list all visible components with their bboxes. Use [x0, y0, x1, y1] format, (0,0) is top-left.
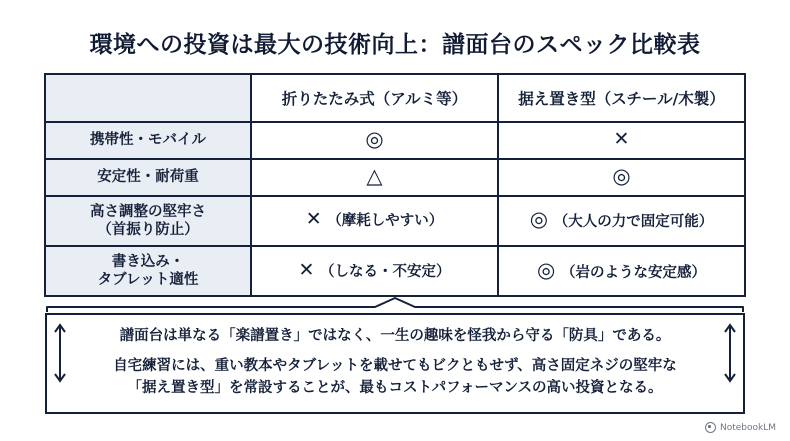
rating-note: （大人の力で固定可能）	[553, 214, 714, 231]
cell-stability-foldable	[251, 159, 498, 196]
row-header-line-2: （首振り防止）	[97, 221, 199, 238]
brace-icon	[45, 297, 745, 313]
rating-mark: ◎	[365, 127, 384, 151]
rating-note: （岩のような安定感）	[560, 264, 706, 281]
arrow-up-down-left-icon	[53, 323, 67, 383]
table-body	[45, 122, 745, 296]
row-header-portability: 携帯性・モバイル	[45, 122, 251, 159]
rating-mark: △	[366, 163, 383, 188]
brace-connector	[45, 297, 745, 313]
footer-brand-label: NotebookLM	[719, 422, 776, 433]
cell-writing-tablet-foldable	[251, 246, 498, 296]
cell-portability-foldable	[251, 122, 498, 159]
summary-line-2: 自宅練習には、重い教本やタブレットを載せてもビクともせず、高さ固定ネジの堅牢な	[113, 357, 677, 374]
row-header-writing-tablet	[45, 246, 251, 296]
footer-brand	[705, 422, 776, 433]
column-header-stationary: 据え置き型（スチール/木製）	[498, 74, 745, 122]
row-header-stability: 安定性・耐荷重	[45, 159, 251, 196]
arrow-up-down-right-icon	[723, 323, 737, 383]
cell-portability-stationary	[498, 122, 745, 159]
row-header-line-1: 高さ調整の堅牢さ	[90, 203, 206, 220]
cell-stability-stationary	[498, 159, 745, 196]
summary-line-3: 「据え置き型」を常設することが、最もコストパフォーマンスの高い投資となる。	[127, 380, 663, 397]
rating-note: （摩耗しやすい）	[327, 213, 444, 230]
rating-mark: ◎	[537, 257, 556, 282]
notebooklm-logo-icon	[705, 422, 716, 433]
table-corner-cell	[45, 74, 251, 122]
rating-mark: ✕	[613, 128, 630, 150]
cell-height-rigidity-stationary	[498, 196, 745, 246]
table-row	[45, 246, 745, 296]
rating-mark: ◎	[612, 163, 631, 188]
cell-height-rigidity-foldable	[251, 196, 498, 246]
row-header-height-rigidity	[45, 196, 251, 246]
page-title: 環境への投資は最大の技術向上：譜面台のスペック比較表	[89, 32, 701, 58]
table-header	[45, 74, 745, 122]
rating-mark: ◎	[529, 207, 549, 232]
table-row	[45, 159, 745, 196]
summary-callout	[45, 313, 745, 413]
table-row	[45, 122, 745, 159]
row-header-line-1: 書き込み・	[111, 253, 185, 270]
rating-mark: ✕	[298, 258, 315, 281]
row-header-line-2: タブレット適性	[97, 271, 199, 288]
table-row	[45, 196, 745, 246]
rating-note: （しなる・不安定）	[320, 263, 451, 280]
spec-comparison-table	[44, 73, 746, 297]
cell-writing-tablet-stationary	[498, 246, 745, 296]
column-header-foldable: 折りたたみ式（アルミ等）	[251, 74, 498, 122]
table-header-row	[45, 74, 745, 122]
summary-line-1: 譜面台は単なる「楽譜置き」ではなく、一生の趣味を怪我から守る「防具」である。	[119, 328, 671, 345]
rating-mark: ✕	[305, 208, 322, 231]
